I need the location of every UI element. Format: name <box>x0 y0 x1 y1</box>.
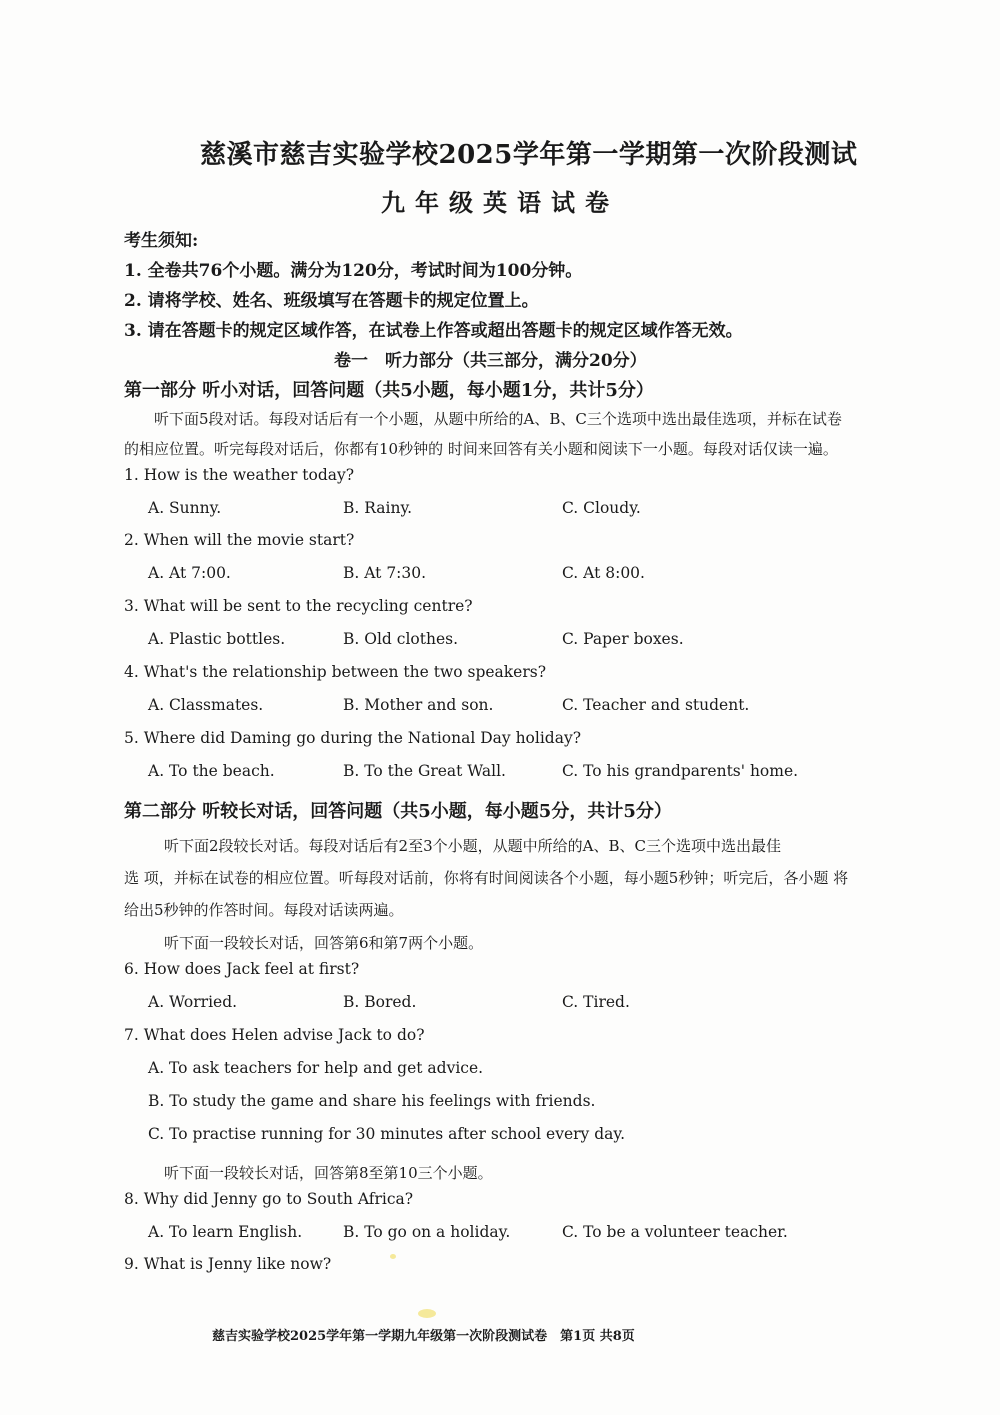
q1-option-b: B. Rainy. <box>343 499 413 517</box>
q8-option-a: A. To learn English. <box>148 1223 303 1241</box>
highlighter-dot <box>390 1254 396 1259</box>
q2-option-a: A. At 7:00. <box>148 564 231 582</box>
q4-option-c: C. Teacher and student. <box>562 696 750 714</box>
notice-item-2: 2. 请将学校、姓名、班级填写在答题卡的规定位置上。 <box>124 291 539 311</box>
exam-title: 慈溪市慈吉实验学校2025学年第一学期第一次阶段测试 <box>200 140 858 170</box>
q5-option-b: B. To the Great Wall. <box>343 762 506 780</box>
q8-option-c: C. To be a volunteer teacher. <box>562 1223 788 1241</box>
part2-instruction-1: 听下面2段较长对话。每段对话后有2至3个小题，从题中所给的A、B、C三个选项中选出最佳 <box>164 837 781 855</box>
q5-option-c: C. To his grandparents' home. <box>562 762 799 780</box>
q1-option-a: A. Sunny. <box>148 499 222 517</box>
dialogue1-intro: 听下面一段较长对话，回答第6和第7两个小题。 <box>164 934 484 952</box>
exam-subtitle: 九年级英语试卷 <box>381 188 619 217</box>
part2-title: 第二部分 听较长对话，回答问题（共5小题，每小题5分，共计5分） <box>124 801 672 822</box>
question-1: 1. How is the weather today? <box>124 466 355 484</box>
question-5: 5. Where did Daming go during the National Day holiday? <box>124 729 582 747</box>
question-8: 8. Why did Jenny go to South Africa? <box>124 1190 414 1208</box>
question-6: 6. How does Jack feel at first? <box>124 960 360 978</box>
q5-option-a: A. To the beach. <box>148 762 275 780</box>
q7-option-a: A. To ask teachers for help and get advice. <box>148 1059 484 1077</box>
volume-heading: 卷一 听力部分（共三部分，满分20分） <box>334 351 647 371</box>
dialogue2-intro: 听下面一段较长对话，回答第8至第10三个小题。 <box>164 1164 493 1182</box>
question-7: 7. What does Helen advise Jack to do? <box>124 1026 425 1044</box>
q3-option-b: B. Old clothes. <box>343 630 458 648</box>
notice-item-1: 1. 全卷共76个小题。满分为120分，考试时间为100分钟。 <box>124 261 583 281</box>
notice-item-3: 3. 请在答题卡的规定区域作答，在试卷上作答或超出答题卡的规定区域作答无效。 <box>124 321 743 341</box>
q3-option-a: A. Plastic bottles. <box>148 630 286 648</box>
q6-option-c: C. Tired. <box>562 993 630 1011</box>
q7-option-c: C. To practise running for 30 minutes after school every day. <box>148 1125 626 1143</box>
part1-instruction-1: 听下面5段对话。每段对话后有一个小题，从题中所给的A、B、C三个选项中选出最佳选项，并标在试卷 <box>154 410 842 428</box>
page-footer: 慈吉实验学校2025学年第一学期九年级第一次阶段测试卷 第1页 共8页 <box>212 1329 635 1344</box>
q3-option-c: C. Paper boxes. <box>562 630 684 648</box>
q1-option-c: C. Cloudy. <box>562 499 641 517</box>
question-4: 4. What's the relationship between the two speakers? <box>124 663 547 681</box>
q6-option-b: B. Bored. <box>343 993 417 1011</box>
q2-option-c: C. At 8:00. <box>562 564 645 582</box>
question-9: 9. What is Jenny like now? <box>124 1255 332 1273</box>
question-3: 3. What will be sent to the recycling centre? <box>124 597 473 615</box>
question-2: 2. When will the movie start? <box>124 531 355 549</box>
highlighter-smudge <box>418 1309 436 1318</box>
q4-option-a: A. Classmates. <box>148 696 264 714</box>
part2-instruction-3: 给出5秒钟的作答时间。每段对话读两遍。 <box>124 901 404 919</box>
q6-option-a: A. Worried. <box>148 993 238 1011</box>
q4-option-b: B. Mother and son. <box>343 696 494 714</box>
part2-instruction-2: 选 项，并标在试卷的相应位置。听每段对话前，你将有时间阅读各个小题，每小题5秒钟；听完后，各小题 将 <box>124 869 849 887</box>
q2-option-b: B. At 7:30. <box>343 564 427 582</box>
part1-title: 第一部分 听小对话，回答问题（共5小题，每小题1分，共计5分） <box>124 380 654 401</box>
part1-instruction-2: 的相应位置。听完每段对话后，你都有10秒钟的 时间来回答有关小题和阅读下一小题。每段对话仅读一遍。 <box>124 440 838 458</box>
notice-heading: 考生须知: <box>124 231 199 251</box>
q7-option-b: B. To study the game and share his feelings with friends. <box>148 1092 596 1110</box>
q8-option-b: B. To go on a holiday. <box>343 1223 511 1241</box>
